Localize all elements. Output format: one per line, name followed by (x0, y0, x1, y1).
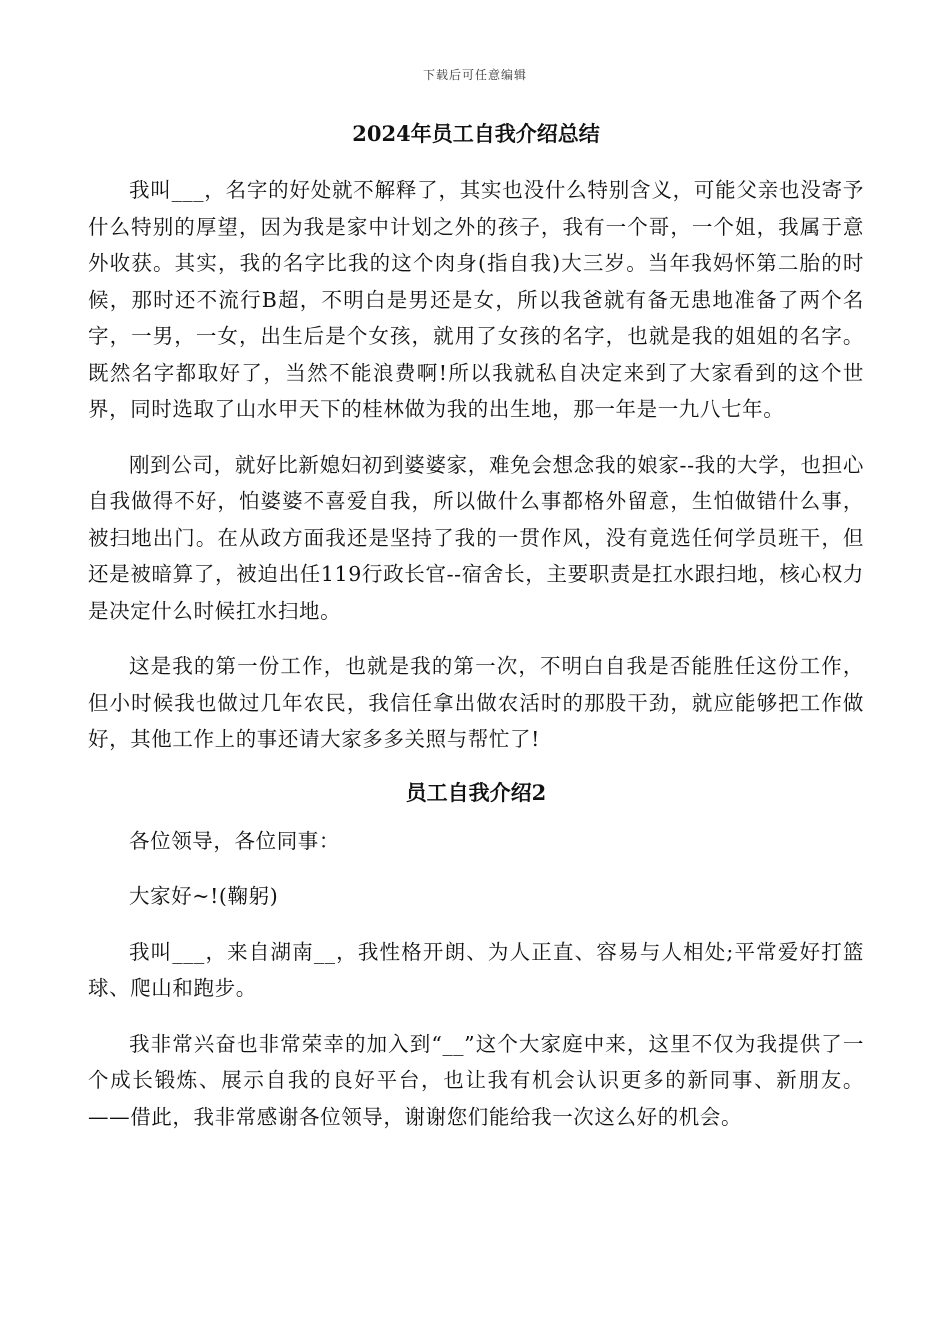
paragraph: 我叫___，来自湖南__，我性格开朗、为人正直、容易与人相处;平常爱好打篮球、爬山和跑步。 (88, 939, 864, 1000)
paragraph: 我叫___，名字的好处就不解释了，其实也没什么特别含义，可能父亲也没寄予什么特别的厚望，因为我是家中计划之外的孩子，我有一个哥，一个姐，我属于意外收获。其实，我的名字比我的这个肉身(指自我)大三岁。当年我妈怀第二胎的时候，那时还不流行B超，不明白是男还是女，所以我爸就有备无患地准备了两个名字，一男，一女，出生后是个女孩，就用了女孩的名字，也就是我的姐姐的名字。既然名字都取好了，当然不能浪费啊!所以我就私自决定来到了大家看到的这个世界，同时选取了山水甲天下的桂林做为我的出生地，那一年是一九八七年。 (88, 178, 864, 421)
section-title-1: 2024年员工自我介绍总结 (352, 121, 600, 146)
section-title-2: 员工自我介绍2 (405, 779, 547, 805)
document-content (88, 118, 864, 1154)
paragraph: 这是我的第一份工作，也就是我的第一次，不明白自我是否能胜任这份工作，但小时候我也做过几年农民，我信任拿出做农活时的那股干劲，就应能够把工作做好，其他工作上的事还请大家多多关照与帮忙了! (88, 654, 864, 751)
paragraph: 我非常兴奋也非常荣幸的加入到“__”这个大家庭中来，这里不仅为我提供了一个成长锻炼、展示自我的良好平台，也让我有机会认识更多的新同事、新朋友。——借此，我非常感谢各位领导，谢谢您们能给我一次这么好的机会。 (88, 1031, 864, 1129)
paragraph: 大家好~!(鞠躬) (129, 884, 279, 908)
paragraph: 各位领导，各位同事： (129, 828, 340, 853)
paragraph: 刚到公司，就好比新媳妇初到婆婆家，难免会想念我的娘家--我的大学，也担心自我做得不好，怕婆婆不喜爱自我，所以做什么事都格外留意，生怕做错什么事，被扫地出门。在从政方面我还是坚持了我的一贯作风，没有竟选任何学员班干，但还是被暗算了，被迫出任119行政长官--宿舍长，主要职责是扛水跟扫地，核心权力是决定什么时候扛水扫地。 (88, 452, 864, 623)
header-note: 下载后可任意编辑 (422, 68, 527, 82)
